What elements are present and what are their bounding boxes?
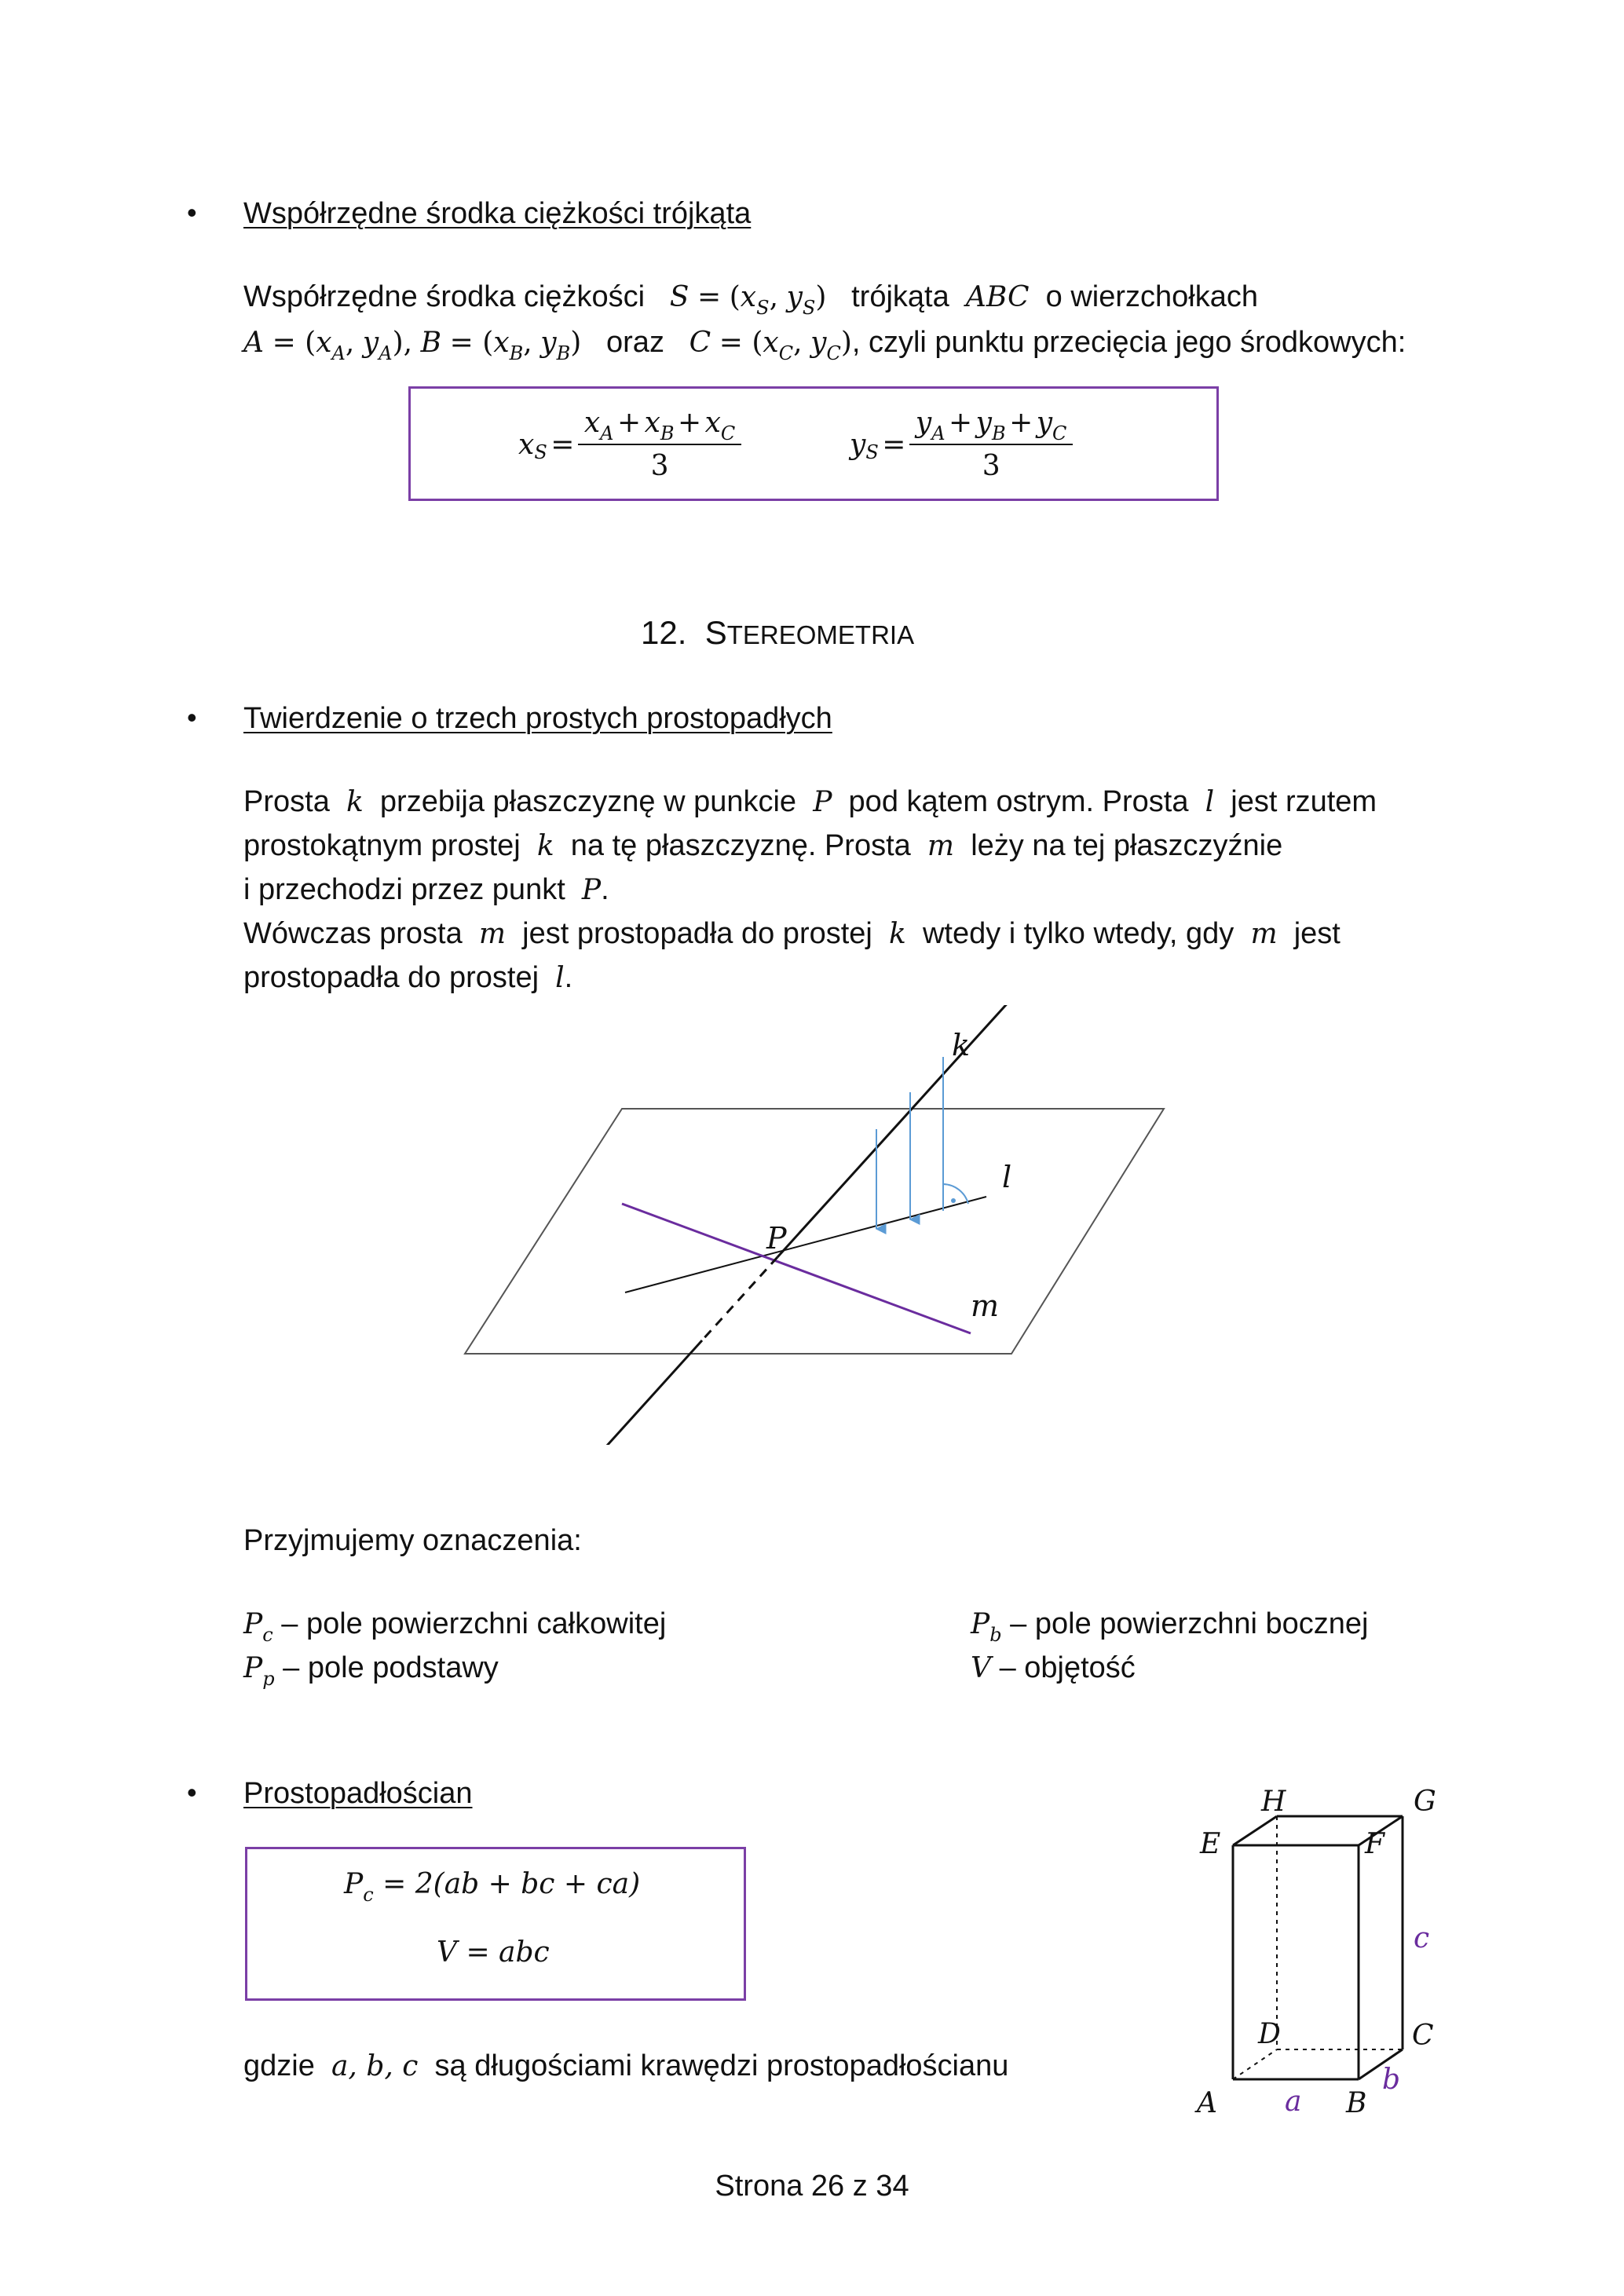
centroid-line-1: Współrzędne środka ciężkości $S = (x_S$, $y_S$) trójkąta ABC o wierzchołkach xyxy=(243,280,1258,319)
three-perp-line-3: i przechodzi przez punkt P. xyxy=(243,873,609,906)
cuboid-heading: Prostopadłościan xyxy=(243,1777,473,1810)
section-title: 12. STEREOMETRIA xyxy=(641,614,915,651)
label-G: G xyxy=(1414,1786,1436,1818)
line-m xyxy=(622,1204,971,1333)
notation-intro: Przyjmujemy oznaczenia: xyxy=(243,1524,582,1557)
notation-pp: $P_p$ – pole podstawy xyxy=(243,1651,499,1690)
three-perp-diagram xyxy=(440,1005,1194,1445)
cuboid-note: gdzie a, b, c są długościami krawędzi prostopadłościanu xyxy=(243,2049,1009,2082)
notation-pb: $P_b$ – pole powierzchni bocznej xyxy=(971,1607,1369,1646)
line-k-lower xyxy=(606,1340,702,1445)
label-P: P xyxy=(766,1221,787,1256)
label-D: D xyxy=(1258,2018,1281,2050)
three-perp-heading: Twierdzenie o trzech prostych prostopadłych xyxy=(243,702,832,735)
line-k-upper xyxy=(777,1005,1011,1257)
label-E: E xyxy=(1200,1828,1221,1860)
label-l: l xyxy=(1002,1160,1012,1194)
edge-AD xyxy=(1233,2049,1277,2079)
centroid-line-2: $A = (x_A$, $y_A$), $B = (x_B$, $y_B$) oraz $C = (x_C$, $y_C$), czyli punktu przecięcia jego środkowych: xyxy=(243,326,1406,364)
label-B: B xyxy=(1346,2087,1367,2119)
bullet-cuboid: • xyxy=(187,1776,197,1808)
line-l xyxy=(625,1197,986,1292)
label-a: a xyxy=(1285,2086,1302,2118)
label-b: b xyxy=(1382,2064,1401,2096)
three-perp-line-2: prostokątnym prostej k na tę płaszczyznę. Prosta m leży na tej płaszczyźnie xyxy=(243,829,1283,862)
three-perp-line-4: Wówczas prosta m jest prostopadła do prostej k wtedy i tylko wtedy, gdy m jest xyxy=(243,917,1341,950)
bullet-three-perp: • xyxy=(187,701,197,733)
three-perp-line-5: prostopadła do prostej l. xyxy=(243,961,573,994)
formula-v: V = abc xyxy=(437,1936,550,1969)
label-C: C xyxy=(1412,2020,1434,2052)
formula-ys: y S = $\frac{yA + yB + yC}{3}$ xyxy=(850,397,1073,492)
label-A: A xyxy=(1197,2087,1217,2119)
label-c: c xyxy=(1414,1922,1430,1954)
page-footer: Strona 26 z 34 xyxy=(715,2170,909,2203)
label-F: F xyxy=(1365,1828,1384,1860)
bullet-centroid: • xyxy=(187,196,197,229)
plane-parallelogram xyxy=(465,1109,1164,1354)
right-angle-dot xyxy=(951,1198,956,1203)
label-m: m xyxy=(971,1289,1000,1323)
three-perp-line-1: Prosta k przebija płaszczyznę w punkcie P pod kątem ostrym. Prosta l jest rzutem xyxy=(243,785,1377,818)
notation-v: V – objętość xyxy=(971,1651,1136,1684)
right-angle-arc xyxy=(943,1184,968,1204)
formula-xs: x S = $\frac{xA + xB + xC}{3}$ xyxy=(518,397,741,492)
notation-pc: $P_c$ – pole powierzchni całkowitej xyxy=(243,1607,667,1646)
label-H: H xyxy=(1261,1786,1286,1818)
label-k: k xyxy=(952,1028,971,1062)
formula-pc: $P_c = 2(ab$ + bc + ca) xyxy=(344,1868,641,1906)
centroid-heading: Współrzędne środka ciężkości trójkąta xyxy=(243,197,752,230)
cuboid-diagram xyxy=(1186,1782,1476,2128)
edge-EH xyxy=(1233,1816,1277,1845)
